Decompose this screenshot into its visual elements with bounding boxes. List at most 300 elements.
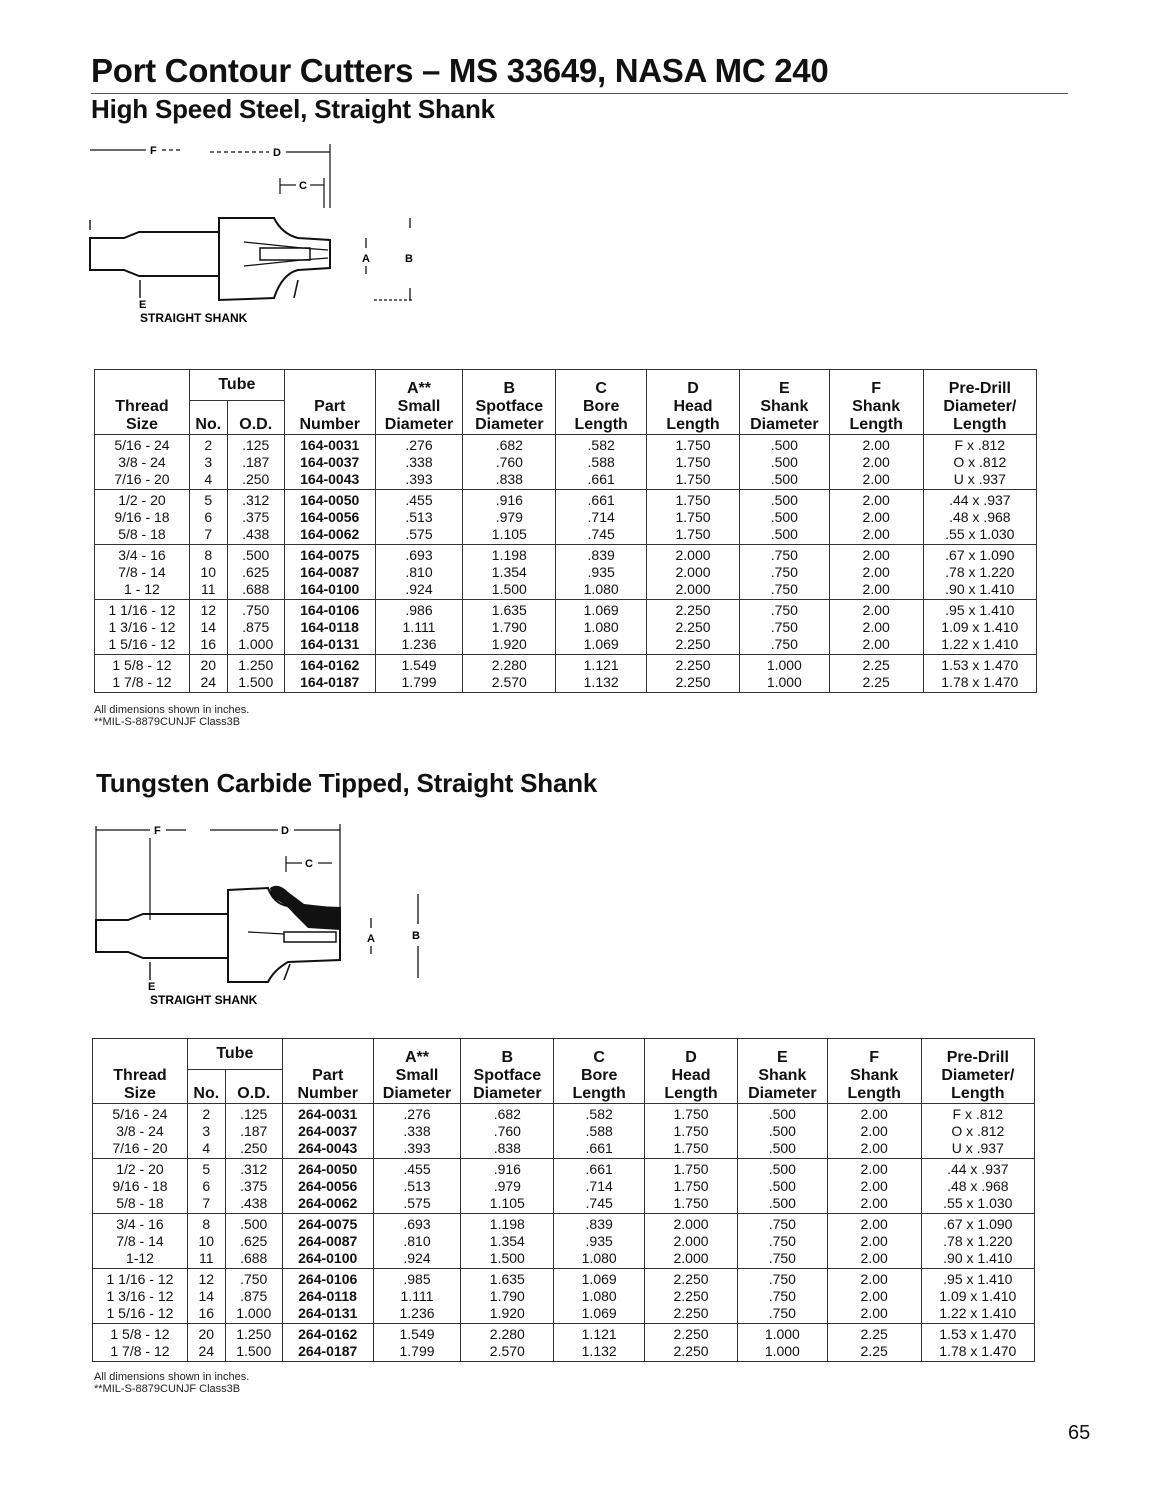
table-row [95, 545, 1037, 565]
dim-a-label: A [367, 933, 375, 945]
table-cell: .750 [737, 1288, 827, 1305]
table-cell: .78 x 1.220 [921, 1233, 1034, 1250]
table-cell: 3/8 - 24 [95, 454, 190, 471]
table-row [93, 1195, 1035, 1214]
table-row [93, 1288, 1035, 1305]
table-row [93, 1305, 1035, 1324]
table-cell: 1 7/8 - 12 [95, 674, 190, 693]
table-cell: .810 [373, 1233, 461, 1250]
table-cell: 3 [189, 454, 227, 471]
table-cell: 264-0037 [282, 1123, 373, 1140]
table-cell: 1/2 - 20 [95, 490, 190, 510]
table-cell: .661 [554, 1159, 645, 1179]
table-cell: .125 [227, 435, 284, 455]
col-d-head-length: D Head Length [645, 1039, 738, 1104]
table-cell: .90 x 1.410 [923, 581, 1036, 600]
dim-e-label: E [148, 981, 156, 993]
table-cell: .393 [373, 1140, 461, 1159]
table-cell: 5/8 - 18 [95, 526, 190, 545]
table-cell: .276 [373, 1104, 461, 1124]
row-group [95, 435, 1037, 490]
table-cell: 1.750 [647, 509, 740, 526]
table-row [93, 1343, 1035, 1362]
table-cell: .839 [554, 1214, 645, 1234]
table-cell: 1 7/8 - 12 [93, 1343, 188, 1362]
table-row [93, 1104, 1035, 1124]
table-cell: 1.22 x 1.410 [923, 636, 1036, 655]
table-cell: .500 [225, 1214, 282, 1234]
table-cell: .500 [737, 1178, 827, 1195]
table-cell: .500 [739, 526, 829, 545]
table-cell: 10 [189, 564, 227, 581]
table-cell: 1.750 [645, 1159, 738, 1179]
table-cell: 1.78 x 1.470 [921, 1343, 1034, 1362]
table-cell: .500 [739, 454, 829, 471]
table-cell: .875 [227, 619, 284, 636]
table-cell: 264-0056 [282, 1178, 373, 1195]
carbide-notes [94, 1371, 249, 1395]
table-cell: 2.25 [829, 655, 923, 675]
table-cell: 4 [187, 1140, 225, 1159]
table-cell: 1.132 [556, 674, 647, 693]
note-dimensions: All dimensions shown in inches. [94, 1371, 250, 1383]
table-cell: 1.080 [556, 581, 647, 600]
table-cell: 264-0050 [282, 1159, 373, 1179]
table-cell: .338 [375, 454, 463, 471]
table-cell: 1.549 [373, 1324, 461, 1344]
table-cell: 2.00 [829, 564, 923, 581]
table-cell: 1.09 x 1.410 [923, 619, 1036, 636]
row-group [95, 600, 1037, 655]
table-cell: .500 [739, 490, 829, 510]
table-cell: 2.250 [647, 619, 740, 636]
col-predrill: Pre-Drill Diameter/ Length [921, 1039, 1034, 1104]
table-row [95, 600, 1037, 620]
table-cell: .688 [225, 1250, 282, 1269]
table-cell: 1.750 [647, 454, 740, 471]
table-cell: 2.00 [829, 509, 923, 526]
table-cell: .393 [375, 471, 463, 490]
table-cell: 1.236 [373, 1305, 461, 1324]
table-cell: .78 x 1.220 [923, 564, 1036, 581]
table-cell: 1.750 [647, 490, 740, 510]
table-cell: .187 [227, 454, 284, 471]
table-cell: 1.500 [461, 1250, 554, 1269]
table-cell: 1.069 [556, 636, 647, 655]
col-c-bore-length: C Bore Length [554, 1039, 645, 1104]
table-cell: .979 [461, 1178, 554, 1195]
table-cell: .750 [739, 600, 829, 620]
table-cell: .661 [556, 471, 647, 490]
table-cell: .455 [373, 1159, 461, 1179]
hss-notes [94, 704, 249, 728]
table-cell: .750 [737, 1269, 827, 1289]
table-cell: 11 [189, 581, 227, 600]
table-cell: .375 [227, 509, 284, 526]
table-cell: .693 [375, 545, 463, 565]
col-tube: Tube [187, 1039, 282, 1070]
table-cell: 164-0087 [284, 564, 375, 581]
table-cell: .750 [739, 564, 829, 581]
table-cell: .682 [463, 435, 556, 455]
table-cell: .750 [225, 1269, 282, 1289]
col-tube: Tube [189, 370, 284, 401]
table-row [95, 526, 1037, 545]
table-cell: 1.750 [645, 1178, 738, 1195]
table-cell: .810 [375, 564, 463, 581]
table-cell: 1.635 [461, 1269, 554, 1289]
table-row [95, 636, 1037, 655]
col-b-spotface-diameter: B Spotface Diameter [461, 1039, 554, 1104]
table-cell: .750 [739, 619, 829, 636]
table-cell: 1.000 [739, 655, 829, 675]
table-cell: 1.500 [225, 1343, 282, 1362]
dim-b-label: B [405, 253, 413, 265]
table-cell: 12 [189, 600, 227, 620]
row-group [93, 1324, 1035, 1362]
table-cell: .625 [227, 564, 284, 581]
table-cell: .750 [737, 1214, 827, 1234]
hss-spec-table [94, 369, 1037, 693]
dim-c-label: C [299, 180, 307, 192]
table-cell: 264-0162 [282, 1324, 373, 1344]
table-cell: 1.236 [375, 636, 463, 655]
table-cell: 2.00 [827, 1195, 921, 1214]
table-cell: 2.00 [827, 1305, 921, 1324]
table-cell: 2.000 [645, 1233, 738, 1250]
table-cell: 2.00 [829, 581, 923, 600]
table-cell: 2.280 [463, 655, 556, 675]
table-cell: 9/16 - 18 [93, 1178, 188, 1195]
table-cell: 1 3/16 - 12 [95, 619, 190, 636]
table-cell: .745 [554, 1195, 645, 1214]
table-cell: 1 3/16 - 12 [93, 1288, 188, 1305]
table-cell: 2.00 [829, 435, 923, 455]
note-dimensions: All dimensions shown in inches. [94, 704, 250, 716]
table-cell: .935 [554, 1233, 645, 1250]
table-cell: .95 x 1.410 [923, 600, 1036, 620]
table-cell: 2.000 [647, 545, 740, 565]
table-cell: 24 [187, 1343, 225, 1362]
table-row [95, 655, 1037, 675]
table-cell: 1.920 [461, 1305, 554, 1324]
table-cell: 16 [189, 636, 227, 655]
note-thread-spec: **MIL-S-8879CUNJF Class3B [94, 716, 241, 728]
table-cell: 1 5/8 - 12 [95, 655, 190, 675]
table-cell: 14 [189, 619, 227, 636]
table-cell: 264-0118 [282, 1288, 373, 1305]
table-cell: 1.069 [556, 600, 647, 620]
table-cell: .750 [739, 545, 829, 565]
table-cell: 164-0106 [284, 600, 375, 620]
table-cell: 5 [189, 490, 227, 510]
table-cell: O x .812 [921, 1123, 1034, 1140]
table-cell: 2.000 [645, 1214, 738, 1234]
table-cell: .625 [225, 1233, 282, 1250]
table-cell: 1.500 [463, 581, 556, 600]
table-cell: 20 [187, 1324, 225, 1344]
table-cell: .924 [373, 1250, 461, 1269]
carbide-spec-table [92, 1038, 1035, 1362]
diagram-caption: STRAIGHT SHANK [150, 993, 258, 1007]
table-cell: 2.250 [647, 655, 740, 675]
table-cell: 2 [189, 435, 227, 455]
table-cell: 2 [187, 1104, 225, 1124]
table-cell: 1.750 [645, 1104, 738, 1124]
table-cell: 164-0075 [284, 545, 375, 565]
table-cell: U x .937 [921, 1140, 1034, 1159]
col-thread-size: Thread Size [93, 1039, 188, 1104]
table-cell: 2.00 [827, 1269, 921, 1289]
table-cell: 6 [187, 1178, 225, 1195]
table-cell: 2.570 [463, 674, 556, 693]
dim-d-label: D [281, 825, 289, 837]
table-cell: .312 [227, 490, 284, 510]
table-cell: 1.105 [463, 526, 556, 545]
table-cell: 2.250 [645, 1269, 738, 1289]
table-row [93, 1269, 1035, 1289]
col-e-shank-diameter: E Shank Diameter [739, 370, 829, 435]
table-cell: 264-0106 [282, 1269, 373, 1289]
table-cell: .986 [375, 600, 463, 620]
carbide-cutter-diagram [88, 820, 433, 1010]
table-cell: 1.080 [554, 1250, 645, 1269]
table-cell: .750 [737, 1233, 827, 1250]
table-cell: .575 [375, 526, 463, 545]
table-cell: 1.354 [463, 564, 556, 581]
table-cell: 1 5/8 - 12 [93, 1324, 188, 1344]
table-cell: .916 [463, 490, 556, 510]
table-cell: 5/16 - 24 [93, 1104, 188, 1124]
col-c-bore-length: C Bore Length [556, 370, 647, 435]
table-cell: 3/4 - 16 [93, 1214, 188, 1234]
table-cell: 1.750 [645, 1123, 738, 1140]
table-cell: .750 [737, 1305, 827, 1324]
table-cell: .935 [556, 564, 647, 581]
table-cell: 2.000 [647, 581, 740, 600]
table-cell: 1-12 [93, 1250, 188, 1269]
table-cell: .924 [375, 581, 463, 600]
table-cell: 1.000 [737, 1343, 827, 1362]
table-cell: .582 [556, 435, 647, 455]
table-cell: 264-0062 [282, 1195, 373, 1214]
table-cell: 1.069 [554, 1269, 645, 1289]
col-e-shank-diameter: E Shank Diameter [737, 1039, 827, 1104]
table-cell: 2.00 [829, 619, 923, 636]
table-cell: O x .812 [923, 454, 1036, 471]
table-cell: 164-0037 [284, 454, 375, 471]
table-cell: .55 x 1.030 [921, 1195, 1034, 1214]
table-cell: 264-0031 [282, 1104, 373, 1124]
table-cell: 2.250 [647, 636, 740, 655]
table-cell: 1.53 x 1.470 [923, 655, 1036, 675]
table-cell: 3/8 - 24 [93, 1123, 188, 1140]
col-part-number: Part Number [282, 1039, 373, 1104]
dim-b-label: B [412, 930, 420, 942]
table-cell: .48 x .968 [921, 1178, 1034, 1195]
table-cell: 7/16 - 20 [93, 1140, 188, 1159]
table-cell: .714 [556, 509, 647, 526]
table-cell: 1.53 x 1.470 [921, 1324, 1034, 1344]
section-carbide-title: Tungsten Carbide Tipped, Straight Shank [96, 768, 598, 798]
table-cell: .455 [375, 490, 463, 510]
table-cell: .375 [225, 1178, 282, 1195]
table-cell: 1 - 12 [95, 581, 190, 600]
table-cell: 2.570 [461, 1343, 554, 1362]
table-cell: 1.111 [375, 619, 463, 636]
table-cell: .979 [463, 509, 556, 526]
table-cell: 1.121 [556, 655, 647, 675]
table-cell: 8 [187, 1214, 225, 1234]
table-row [93, 1159, 1035, 1179]
table-cell: 2.250 [645, 1305, 738, 1324]
table-cell: 1.920 [463, 636, 556, 655]
table-row [95, 509, 1037, 526]
table-cell: 2.00 [829, 600, 923, 620]
table-cell: .438 [225, 1195, 282, 1214]
table-cell: 5/16 - 24 [95, 435, 190, 455]
table-cell: 14 [187, 1288, 225, 1305]
table-cell: .916 [461, 1159, 554, 1179]
table-cell: .875 [225, 1288, 282, 1305]
table-cell: 7/16 - 20 [95, 471, 190, 490]
row-group [93, 1214, 1035, 1269]
table-cell: 164-0043 [284, 471, 375, 490]
table-cell: U x .937 [923, 471, 1036, 490]
table-cell: 1.111 [373, 1288, 461, 1305]
table-cell: 1.000 [739, 674, 829, 693]
table-cell: .575 [373, 1195, 461, 1214]
table-cell: .500 [739, 509, 829, 526]
table-cell: .500 [737, 1123, 827, 1140]
table-cell: 7/8 - 14 [93, 1233, 188, 1250]
table-cell: 164-0100 [284, 581, 375, 600]
dim-f-label: F [154, 825, 161, 837]
table-cell: 264-0087 [282, 1233, 373, 1250]
table-cell: .750 [739, 636, 829, 655]
table-row [95, 490, 1037, 510]
table-cell: 1.750 [645, 1195, 738, 1214]
table-cell: .55 x 1.030 [923, 526, 1036, 545]
table-row [95, 471, 1037, 490]
table-cell: 1.250 [227, 655, 284, 675]
table-cell: 1.250 [225, 1324, 282, 1344]
table-cell: .582 [554, 1104, 645, 1124]
table-cell: .500 [739, 435, 829, 455]
table-cell: 1.22 x 1.410 [921, 1305, 1034, 1324]
table-cell: 2.280 [461, 1324, 554, 1344]
diagram-caption: STRAIGHT SHANK [140, 311, 248, 325]
table-cell: 4 [189, 471, 227, 490]
table-cell: 164-0187 [284, 674, 375, 693]
table-cell: 1 5/16 - 12 [95, 636, 190, 655]
table-cell: .67 x 1.090 [923, 545, 1036, 565]
table-cell: 2.000 [645, 1250, 738, 1269]
table-cell: 2.250 [645, 1324, 738, 1344]
table-cell: 2.00 [827, 1159, 921, 1179]
table-cell: 1.750 [645, 1140, 738, 1159]
col-a-small-diameter: A** Small Diameter [375, 370, 463, 435]
page-number: 65 [1068, 1422, 1091, 1444]
table-cell: 2.250 [645, 1343, 738, 1362]
table-cell: F x .812 [921, 1104, 1034, 1124]
table-cell: 2.00 [827, 1288, 921, 1305]
note-thread-spec: **MIL-S-8879CUNJF Class3B [94, 1383, 241, 1395]
table-row [93, 1140, 1035, 1159]
table-cell: 1.121 [554, 1324, 645, 1344]
table-cell: .276 [375, 435, 463, 455]
table-cell: 1.354 [461, 1233, 554, 1250]
table-row [95, 619, 1037, 636]
table-cell: .312 [225, 1159, 282, 1179]
table-cell: .714 [554, 1178, 645, 1195]
table-cell: 1.000 [225, 1305, 282, 1324]
table-cell: .760 [463, 454, 556, 471]
table-cell: 1.799 [373, 1343, 461, 1362]
table-cell: 264-0131 [282, 1305, 373, 1324]
col-tube-od: O.D. [225, 1070, 282, 1104]
col-part-number: Part Number [284, 370, 375, 435]
table-cell: F x .812 [923, 435, 1036, 455]
table-cell: 11 [187, 1250, 225, 1269]
row-group [93, 1104, 1035, 1159]
table-row [95, 581, 1037, 600]
dim-f-label: F [150, 145, 157, 157]
table-cell: .750 [739, 581, 829, 600]
table-cell: 2.00 [829, 545, 923, 565]
table-cell: 1.790 [461, 1288, 554, 1305]
col-tube-od: O.D. [227, 401, 284, 435]
table-cell: .838 [463, 471, 556, 490]
table-cell: .500 [737, 1140, 827, 1159]
table-cell: .95 x 1.410 [921, 1269, 1034, 1289]
table-row [95, 454, 1037, 471]
table-cell: 164-0050 [284, 490, 375, 510]
table-cell: 264-0187 [282, 1343, 373, 1362]
table-cell: .250 [225, 1140, 282, 1159]
table-cell: 16 [187, 1305, 225, 1324]
table-cell: 6 [189, 509, 227, 526]
table-cell: .44 x .937 [923, 490, 1036, 510]
table-cell: .745 [556, 526, 647, 545]
table-row [93, 1178, 1035, 1195]
table-cell: 1.500 [227, 674, 284, 693]
hss-cutter-diagram [84, 138, 424, 328]
section-hss-title: High Speed Steel, Straight Shank [91, 94, 495, 124]
table-cell: 20 [189, 655, 227, 675]
table-cell: .67 x 1.090 [921, 1214, 1034, 1234]
table-cell: 2.000 [647, 564, 740, 581]
table-cell: .500 [737, 1159, 827, 1179]
table-cell: 1.790 [463, 619, 556, 636]
table-cell: .125 [225, 1104, 282, 1124]
table-cell: .500 [739, 471, 829, 490]
table-cell: 1.198 [461, 1214, 554, 1234]
table-cell: 7 [187, 1195, 225, 1214]
table-cell: 164-0062 [284, 526, 375, 545]
table-cell: 1/2 - 20 [93, 1159, 188, 1179]
table-cell: .838 [461, 1140, 554, 1159]
table-cell: 2.00 [827, 1140, 921, 1159]
col-f-shank-length: F Shank Length [827, 1039, 921, 1104]
table-cell: 1.000 [737, 1324, 827, 1344]
table-row [95, 674, 1037, 693]
table-cell: 1 1/16 - 12 [95, 600, 190, 620]
table-cell: 2.00 [827, 1104, 921, 1124]
table-cell: .985 [373, 1269, 461, 1289]
table-cell: .500 [227, 545, 284, 565]
table-cell: 5 [187, 1159, 225, 1179]
